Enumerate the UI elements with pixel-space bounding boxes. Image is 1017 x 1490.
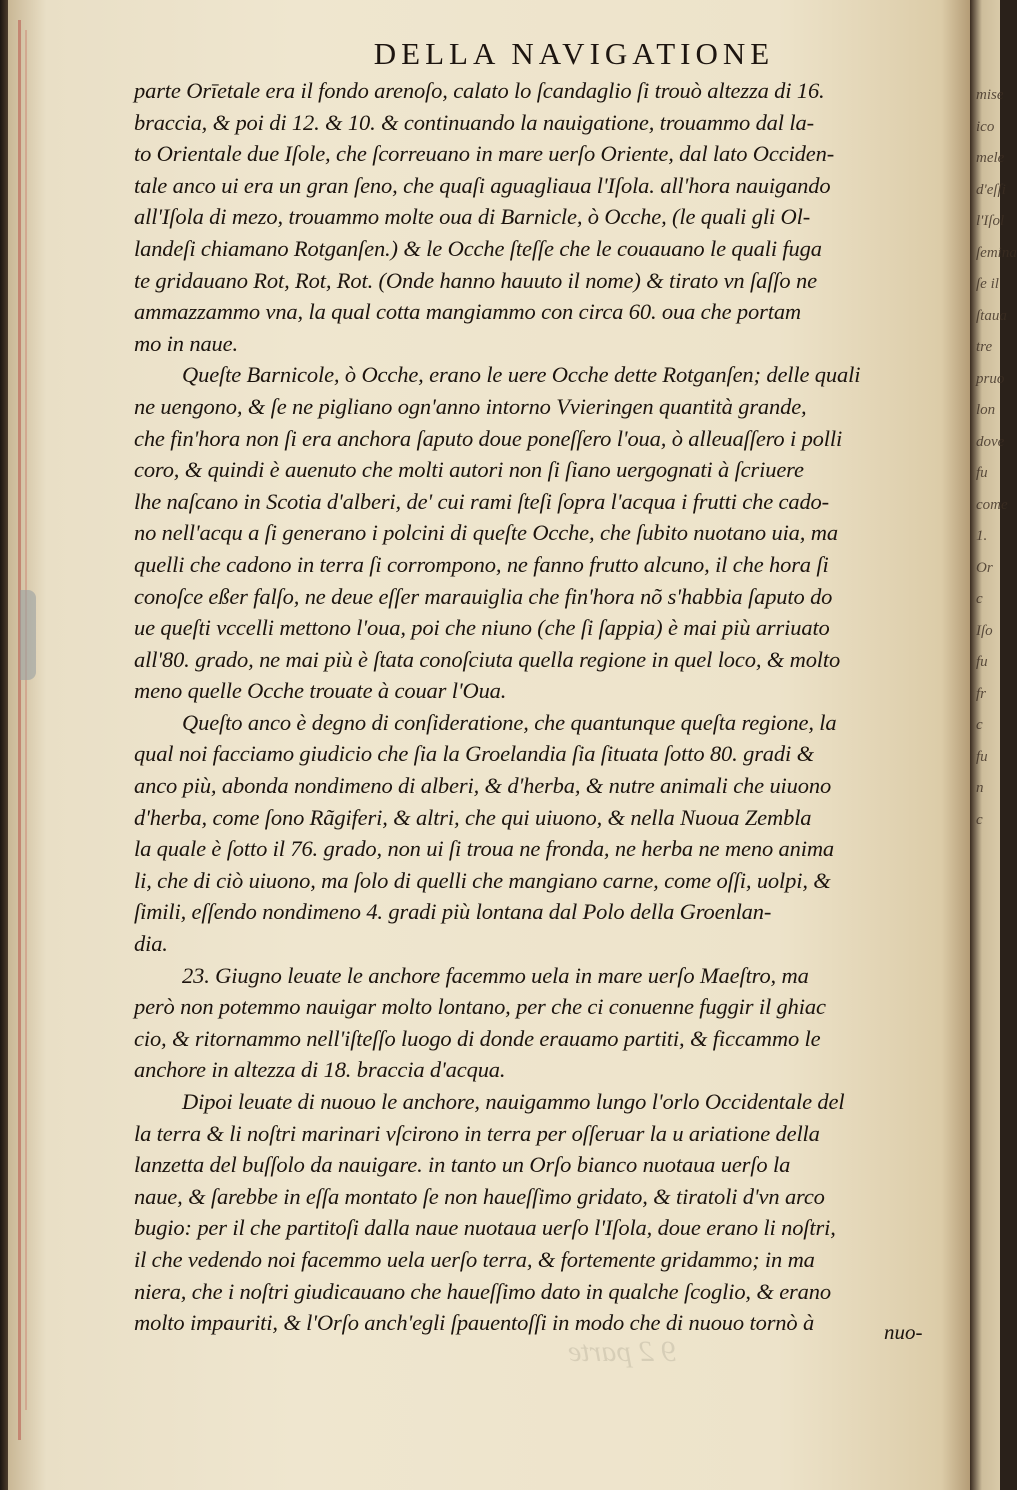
facing-page-fragment: Or — [976, 559, 993, 576]
facing-page-fragment: Iſo — [976, 622, 993, 639]
facing-page-fragment: n — [976, 780, 984, 796]
text-line: ne uengono, & ſe ne pigliano ogn'anno intorno Vvieringen quantità grande, — [134, 393, 807, 419]
body-text — [134, 75, 964, 1339]
text-line: niera, che i noſtri giudicauano che haueſſimo dato in qualche ſcoglio, & erano — [134, 1278, 831, 1304]
text-line: coro, & quindi è auenuto che molti autori non ſi ſiano uergognati à ſcriuere — [134, 457, 804, 483]
facing-page-fragment: ſtaua — [976, 307, 1007, 324]
facing-page-fragment: ico — [976, 118, 995, 135]
text-line: ammazzammo vna, la qual cotta mangiammo con circa 60. oua che portam — [134, 299, 802, 325]
facing-page-fragment: fu — [976, 748, 988, 765]
page-header — [8, 36, 970, 72]
facing-page-fragment: ſe il — [976, 276, 999, 292]
text-line: però non potemmo nauigar molto lontano, per che ci conuenne fuggir il ghiac — [134, 994, 826, 1020]
text-line: conoſce eßer falſo, ne deue eſſer marauiglia che fin'hora nõ s'habbia ſaputo do — [134, 583, 833, 609]
facing-page-fragment: dove — [976, 433, 1005, 450]
text-line: 23. Giugno leuate le anchore facemmo uela in mare uerſo Maeſtro, ma — [182, 962, 809, 988]
page-clip-mark — [20, 590, 36, 680]
facing-page-fragment: 1. — [976, 528, 988, 544]
text-line: Queſte Barnicole, ò Ocche, erano le uere Ocche dette Rotganſen; delle quali — [182, 362, 861, 388]
book-page — [8, 0, 970, 1490]
facing-page-fragment: fr — [976, 685, 987, 702]
text-line: cio, & ritornammo nell'iſteſſo luogo di donde erauamo partiti, & ficcammo le — [134, 1025, 821, 1051]
facing-page-fragment: mise — [976, 87, 1004, 103]
facing-page-fragments — [976, 80, 1017, 836]
text-line: to Orientale due Iſole, che ſcorreuano in mare uerſo Oriente, dal lato Occiden- — [134, 141, 835, 167]
facing-page-fragment: fu — [976, 654, 988, 670]
text-line: anco più, abonda nondimeno di alberi, & d'herba, & nutre animali che uiuono — [134, 773, 832, 799]
facing-page-fragment: l'Iſol — [976, 213, 1005, 229]
text-line: parte Orīetale era il fondo arenoſo, calato lo ſcandaglio ſi trouò altezza di 16. — [134, 78, 825, 103]
text-line: anchore in altezza di 18. braccia d'acqua. — [134, 1057, 506, 1083]
text-line: braccia, & poi di 12. & 10. & continuando la nauigatione, trouammo dal la- — [134, 109, 814, 135]
facing-page-edge — [970, 0, 1017, 1490]
facing-page-fragment: come — [976, 496, 1008, 513]
text-line: la quale è ſotto il 76. grado, non ui ſi troua ne fronda, ne herba ne meno anima — [134, 836, 835, 862]
text-line: dia. — [134, 931, 168, 957]
text-line: naue, & ſarebbe in eſſa montato ſe non haueſſimo gridato, & tiratoli d'vn arco — [134, 1183, 825, 1209]
text-line: la terra & li noſtri marinari vſcirono in terra per oſſeruar la u ariatione della — [134, 1120, 820, 1146]
text-line: tale anco ui era un gran ſeno, che quaſi aguagliaua l'Iſola. all'hora nauigando — [134, 172, 831, 198]
facing-page-fragment: d'eſſi — [976, 181, 1006, 198]
text-line: landeſi chiamano Rotganſen.) & le Ocche ſteſſe che le couauano le quali fuga — [134, 235, 822, 261]
facing-page-fragment: c — [976, 717, 983, 733]
facing-page-fragment: c — [976, 591, 983, 607]
text-line: lhe naſcano in Scotia d'alberi, de' cui rami ſteſi ſopra l'acqua i frutti che cado- — [134, 488, 830, 514]
red-margin-rule — [18, 20, 21, 1440]
text-line: Queſto anco è degno di conſideratione, che quantunque queſta regione, la — [182, 709, 837, 735]
text-line: il che vedendo noi facemmo uela uerſo terra, & fortemente gridammo; in ma — [134, 1246, 815, 1272]
catchword: nuo- — [884, 1320, 923, 1344]
text-line: no nell'acqu a ſi generano i polcini di queſte Ocche, che ſubito nuotano uia, ma — [134, 520, 838, 546]
facing-page-fragment: ſemina — [976, 244, 1017, 261]
text-line: mo in naue. — [134, 330, 238, 356]
text-line: lanzetta del buſſolo da nauigare. in tanto un Orſo bianco nuotaua uerſo la — [134, 1152, 791, 1178]
text-line: Dipoi leuate di nuouo le anchore, nauigammo lungo l'orlo Occidentale del — [182, 1089, 845, 1114]
text-line: bugio: per il che partitoſi dalla naue nuotaua uerſo l'Iſola, doue erano li noſtri, — [134, 1215, 836, 1241]
running-head: DELLA NAVIGATIONE — [373, 36, 775, 71]
text-line: molto impauriti, & l'Orſo anch'egli ſpauentoſſi in modo che di nuouo tornò à — [134, 1310, 815, 1336]
facing-page-fragment: tre — [976, 339, 993, 355]
text-line: meno quelle Ocche trouate à couar l'Oua. — [134, 678, 507, 704]
text-line: quelli che cadono in terra ſi corrompono, ne fanno frutto alcuno, il che hora ſi — [134, 551, 829, 577]
text-line: qual noi facciamo giudicio che ſia la Groelandia ſia ſituata ſotto 80. gradi & — [134, 741, 814, 767]
text-line: ſimili, eſſendo nondimeno 4. gradi più lontana dal Polo della Groenlan- — [134, 899, 772, 925]
text-line: all'80. grado, ne mai più è ſtata conoſciuta quella regione in quel loco, & molto — [134, 646, 841, 672]
red-margin-rule-inner — [25, 30, 27, 1410]
facing-page-fragment: pruo — [976, 370, 1005, 387]
facing-page-fragment: lon — [976, 402, 996, 418]
text-line: te gridauano Rot, Rot, Rot. (Onde hanno hauuto il nome) & tirato vn ſaſſo ne — [134, 267, 817, 293]
bleed-through-text: 9 2 parte — [568, 1335, 677, 1368]
text-line: all'Iſola di mezo, trouammo molte oua di Barnicle, ò Ocche, (le quali gli Ol- — [134, 204, 811, 230]
text-line: li, che di ciò uiuono, ma ſolo di quelli che mangiano carne, come oſſi, uolpi, & — [134, 867, 831, 893]
text-line: ue queſti vccelli mettono l'oua, poi che niuno (che ſi ſappia) è mai più arriuato — [134, 615, 830, 641]
facing-page-fragment: fu — [976, 465, 988, 481]
facing-page-fragment: mele — [976, 150, 1005, 166]
text-line: d'herba, come ſono Rãgiferi, & altri, che qui uiuono, & nella Nuoua Zembla — [134, 804, 812, 830]
facing-page-fragment: c — [976, 811, 983, 828]
text-line: che fin'hora non ſi era anchora ſaputo doue poneſſero l'oua, ò alleuaſſero i polli — [134, 425, 843, 451]
